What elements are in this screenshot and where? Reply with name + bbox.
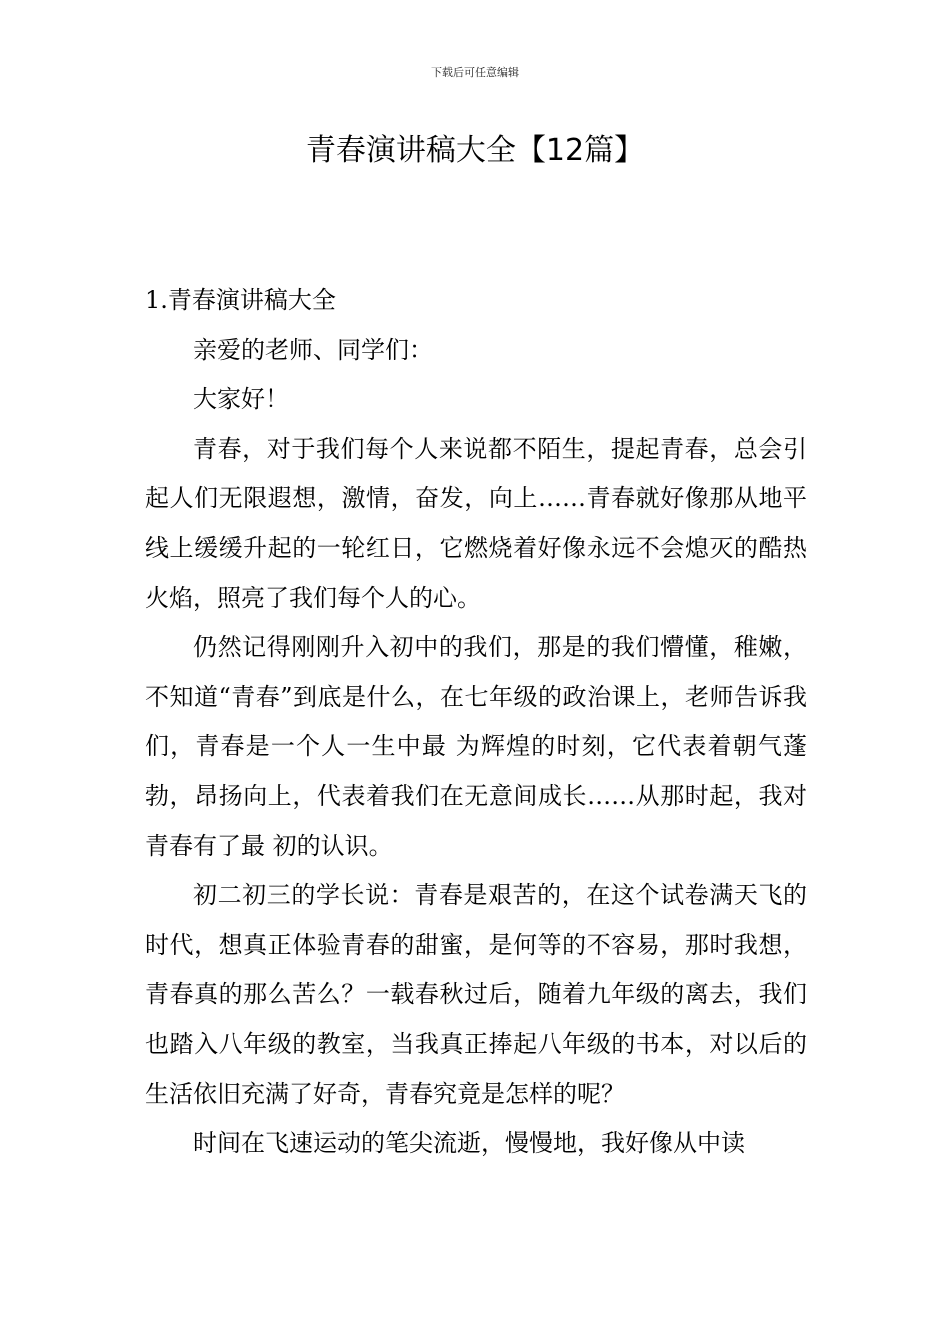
paragraph-salutation: 亲爱的老师、同学们： [193,335,433,364]
paragraph: 初二初三的学长说：青春是艰苦的，在这个试卷满天飞的时代，想真正体验青春的甜蜜，是何等的不容易，那时我想，青春真的那么苦么？一载春秋过后，随着九年级的离去，我们也踏入八年级的教室，当我真正捧起八年级的书本，对以后的生活依旧充满了好奇，青春究竟是怎样的呢？ [145,881,807,1108]
paragraph: 仍然记得刚刚升入初中的我们，那是的我们懵懂，稚嫩，不知道“青春”到底是什么，在七年级的政治课上，老师告诉我们，青春是一个人一生中最 为辉煌的时刻，它代表着朝气蓬勃，昂扬向上，代表着我们在无意间成长……从那时起，我对青春有了最 初的认识。 [145,633,807,860]
paragraph-greeting: 大家好！ [193,385,289,414]
header-note: 下载后可任意编辑 [431,66,519,79]
paragraph: 青春，对于我们每个人来说都不陌生，提起青春，总会引起人们无限遐想，激情，奋发，向上……青春就好像那从地平线上缓缓升起的一轮红日，它燃烧着好像永远不会熄灭的酷热火焰，照亮了我们每个人的心。 [145,434,807,612]
document-title: 青春演讲稿大全【12篇】 [305,133,645,168]
section-heading: 1.青春演讲稿大全 [145,286,336,314]
paragraph: 时间在飞速运动的笔尖流逝，慢慢地，我好像从中读 [193,1129,745,1158]
document-body [145,276,807,1169]
